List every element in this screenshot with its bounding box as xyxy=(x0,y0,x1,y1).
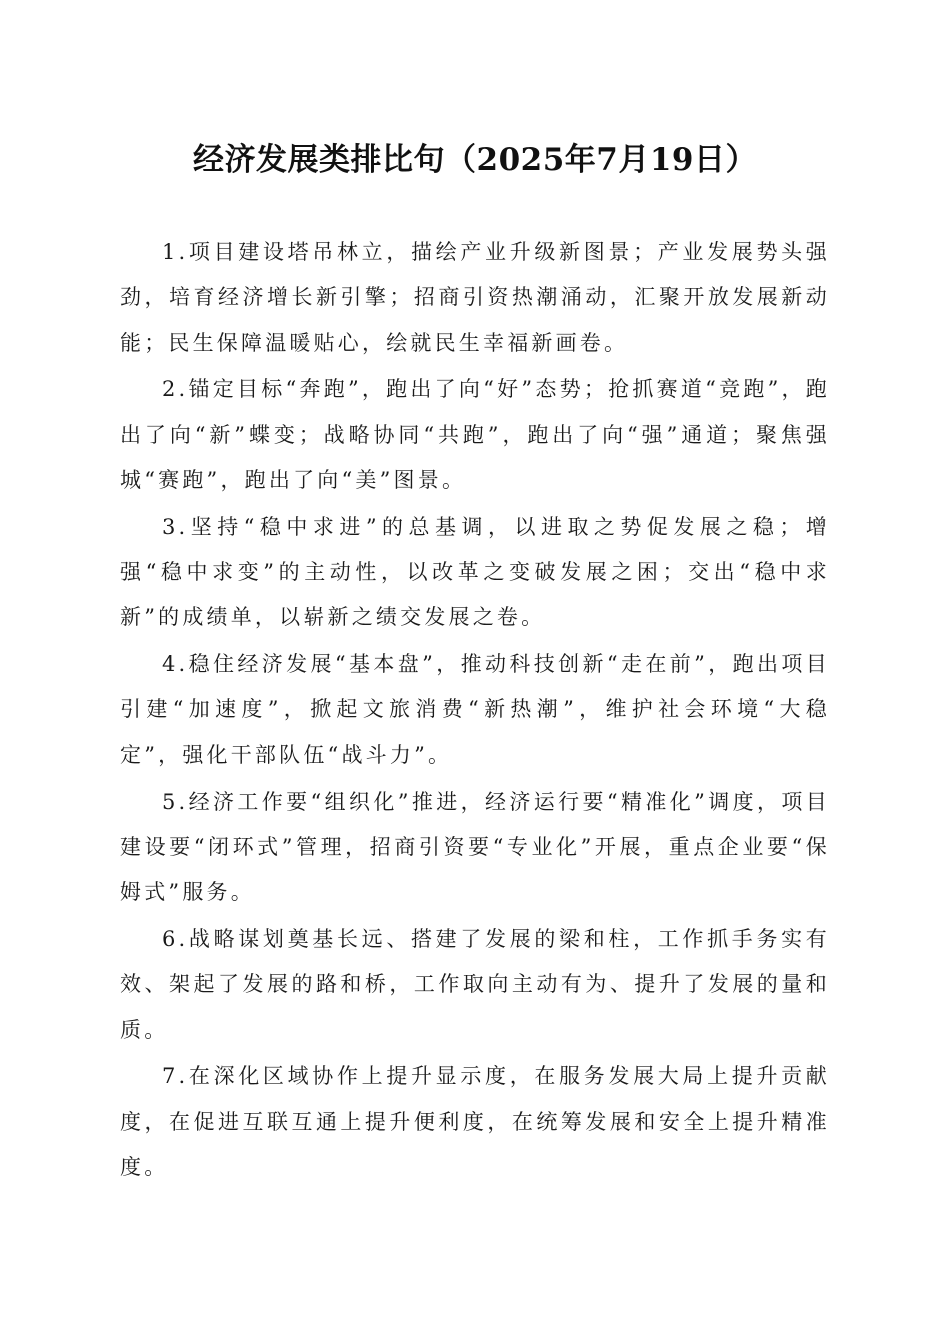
paragraph-7: 7.在深化区域协作上提升显示度，在服务发展大局上提升贡献度，在促进互联互通上提升便利度，在统筹发展和安全上提升精准度。 xyxy=(120,1064,830,1179)
paragraph-5: 5.经济工作要“组织化”推进，经济运行要“精准化”调度，项目建设要“闭环式”管理，招商引资要“专业化”开展，重点企业要“保姆式”服务。 xyxy=(120,789,830,905)
paragraph-3: 3.坚持“稳中求进”的总基调，以进取之势促发展之稳；增强“稳中求变”的主动性，以改革之变破发展之困；交出“稳中求新”的成绩单，以崭新之绩交发展之卷。 xyxy=(120,514,830,630)
paragraph-2: 2.锚定目标“奔跑”，跑出了向“好”态势；抢抓赛道“竞跑”，跑出了向“新”蝶变；战略协同“共跑”，跑出了向“强”通道；聚焦强城“赛跑”，跑出了向“美”图景。 xyxy=(120,377,830,492)
paragraph-4: 4.稳住经济发展“基本盘”，推动科技创新“走在前”，跑出项目引建“加速度”，掀起文旅消费“新热潮”，维护社会环境“大稳定”，强化干部队伍“战斗力”。 xyxy=(120,652,830,767)
document-body xyxy=(120,230,830,1192)
paragraph-6: 6.战略谋划奠基长远、搭建了发展的梁和柱，工作抓手务实有效、架起了发展的路和桥，工作取向主动有为、提升了发展的量和质。 xyxy=(120,926,830,1042)
paragraph-1: 1.项目建设塔吊林立，描绘产业升级新图景；产业发展势头强劲，培育经济增长新引擎；招商引资热潮涌动，汇聚开放发展新动能；民生保障温暖贴心，绘就民生幸福新画卷。 xyxy=(120,240,830,355)
document-title: 经济发展类排比句（2025年7月19日） xyxy=(193,142,757,178)
